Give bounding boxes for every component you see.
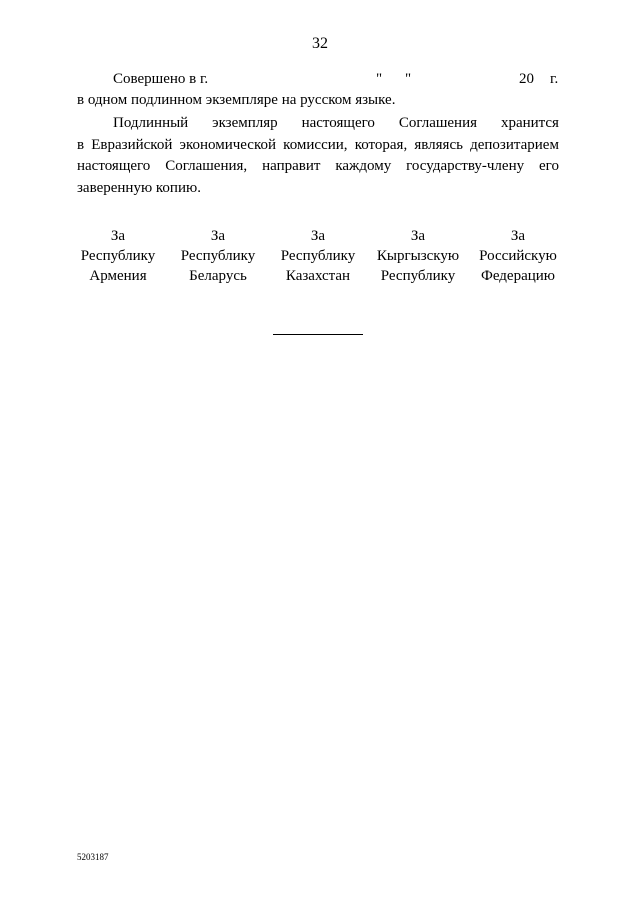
depositary-paragraph: [77, 113, 559, 199]
signatory-line-2: Казахстан: [285, 268, 351, 284]
word: хранится: [500, 115, 559, 131]
signatory-line-1: Республику: [280, 248, 356, 264]
word: являясь: [414, 136, 463, 153]
word: настоящего: [77, 158, 151, 174]
signatory-za: За: [110, 228, 126, 244]
paragraph-line-4: заверенную копию.: [77, 179, 201, 196]
signatory-line-2: Республику: [380, 268, 456, 284]
end-separator-line: [273, 334, 363, 335]
document-code: 5203187: [77, 852, 109, 862]
signatory-line-2: Федерацию: [480, 268, 556, 284]
signatory-za: За: [510, 228, 526, 244]
word: в: [77, 136, 85, 153]
signatory-line-1: Республику: [80, 248, 156, 264]
signatory-russia: [468, 226, 568, 286]
language-line: в одном подлинном экземпляре на русском языке.: [77, 92, 396, 108]
date-quote-open: ": [376, 71, 383, 87]
signatories-block: [68, 226, 568, 286]
signatory-belarus: [168, 226, 268, 286]
date-quote-close: ": [405, 71, 412, 87]
year-suffix: г.: [550, 71, 559, 87]
signatory-line-1: Российскую: [479, 248, 557, 264]
word: Евразийской: [91, 136, 173, 153]
word: экономической: [179, 136, 277, 153]
word: Соглашения,: [165, 158, 248, 174]
word: государству-члену: [406, 158, 525, 174]
done-label: Совершено в г.: [113, 71, 209, 87]
word: Подлинный: [113, 115, 189, 131]
signatory-za: За: [310, 228, 326, 244]
signatory-line-2: Беларусь: [189, 268, 247, 284]
word: настоящего: [301, 115, 375, 131]
paragraph-line-2: [77, 135, 559, 157]
word: депозитарием: [470, 136, 559, 153]
signatory-za: За: [410, 228, 426, 244]
page-number: 32: [312, 35, 328, 52]
word: каждому: [335, 158, 392, 174]
year-prefix: 20: [519, 71, 534, 87]
word: которая,: [354, 136, 408, 153]
signatory-kazakhstan: [268, 226, 368, 286]
word: направит: [262, 158, 321, 174]
word: Соглашения: [398, 115, 478, 131]
done-line: [77, 71, 559, 91]
word: комиссии,: [283, 136, 348, 153]
word: его: [539, 158, 559, 174]
signatory-line-1: Республику: [180, 248, 256, 264]
signatory-za: За: [210, 228, 226, 244]
paragraph-line-1: [77, 113, 559, 135]
signatory-armenia: [68, 226, 168, 286]
signatory-kyrgyzstan: [368, 226, 468, 286]
paragraph-line-3: [77, 156, 559, 178]
signatory-line-2: Армения: [89, 268, 147, 284]
word: экземпляр: [212, 115, 278, 131]
signatory-line-1: Кыргызскую: [376, 248, 460, 264]
